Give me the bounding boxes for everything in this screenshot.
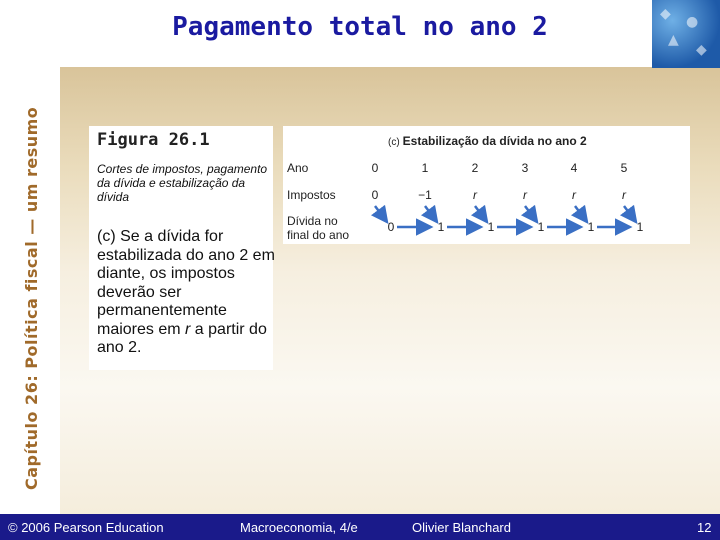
footer-book: Macroeconomia, 4/e bbox=[240, 520, 358, 535]
arrow-diagonal bbox=[375, 206, 387, 222]
debt-cell: 1 bbox=[537, 220, 545, 234]
tax-cell: r bbox=[572, 188, 576, 202]
debt-cell: 1 bbox=[437, 220, 445, 234]
panel-tag: (c) bbox=[388, 137, 400, 148]
description-suffix: a partir do ano 2. bbox=[97, 320, 267, 356]
chapter-title: Capítulo 26: Política fiscal — um resumo bbox=[22, 106, 41, 490]
row-label-year: Ano bbox=[287, 161, 309, 175]
arrow-diagonal bbox=[624, 206, 636, 222]
description-prefix: (c) Se a dívida for estabilizada do ano 2 em diante, os impostos deverão ser permanentemente maiores em bbox=[97, 228, 275, 338]
debt-cell: 1 bbox=[587, 220, 595, 234]
footer-bar bbox=[0, 514, 720, 540]
corner-decoration: ◆ ● ▲ ◆ bbox=[652, 0, 720, 68]
figure-description bbox=[97, 228, 275, 358]
page-number: 12 bbox=[697, 520, 712, 535]
figure-text-box bbox=[89, 126, 273, 370]
debt-cell: 0 bbox=[387, 220, 395, 234]
figure-label: Figura 26.1 bbox=[97, 130, 210, 150]
year-cell: 3 bbox=[521, 161, 529, 175]
debt-cell: 1 bbox=[487, 220, 495, 234]
row-label-debt-2: final do ano bbox=[287, 228, 350, 242]
debt-stabilization-table bbox=[283, 126, 690, 244]
tax-cell: 0 bbox=[371, 188, 379, 202]
arrow-diagonal bbox=[475, 206, 487, 222]
arrow-diagonal bbox=[525, 206, 537, 222]
description-variable: r bbox=[185, 320, 191, 338]
arrow-diagonal bbox=[425, 206, 437, 222]
arrow-diagonal bbox=[575, 206, 587, 222]
year-cell: 0 bbox=[371, 161, 379, 175]
row-label-debt-1: Dívida no bbox=[287, 214, 338, 228]
year-cell: 4 bbox=[570, 161, 578, 175]
debt-flow-arrows bbox=[283, 126, 690, 244]
page-title: Pagamento total no ano 2 bbox=[172, 12, 548, 42]
year-cell: 5 bbox=[620, 161, 628, 175]
footer-author: Olivier Blanchard bbox=[412, 520, 511, 535]
year-cell: 2 bbox=[471, 161, 479, 175]
year-cell: 1 bbox=[421, 161, 429, 175]
tax-cell: −1 bbox=[418, 188, 432, 202]
panel-title-text: Estabilização da dívida no ano 2 bbox=[402, 134, 587, 148]
tax-cell: r bbox=[523, 188, 527, 202]
tax-cell: r bbox=[622, 188, 626, 202]
debt-cell: 1 bbox=[636, 220, 644, 234]
tax-cell: r bbox=[473, 188, 477, 202]
row-label-taxes: Impostos bbox=[287, 188, 336, 202]
footer-copyright: © 2006 Pearson Education bbox=[8, 520, 164, 535]
figure-caption: Cortes de impostos, pagamento da dívida e estabilização da dívida bbox=[97, 162, 268, 204]
